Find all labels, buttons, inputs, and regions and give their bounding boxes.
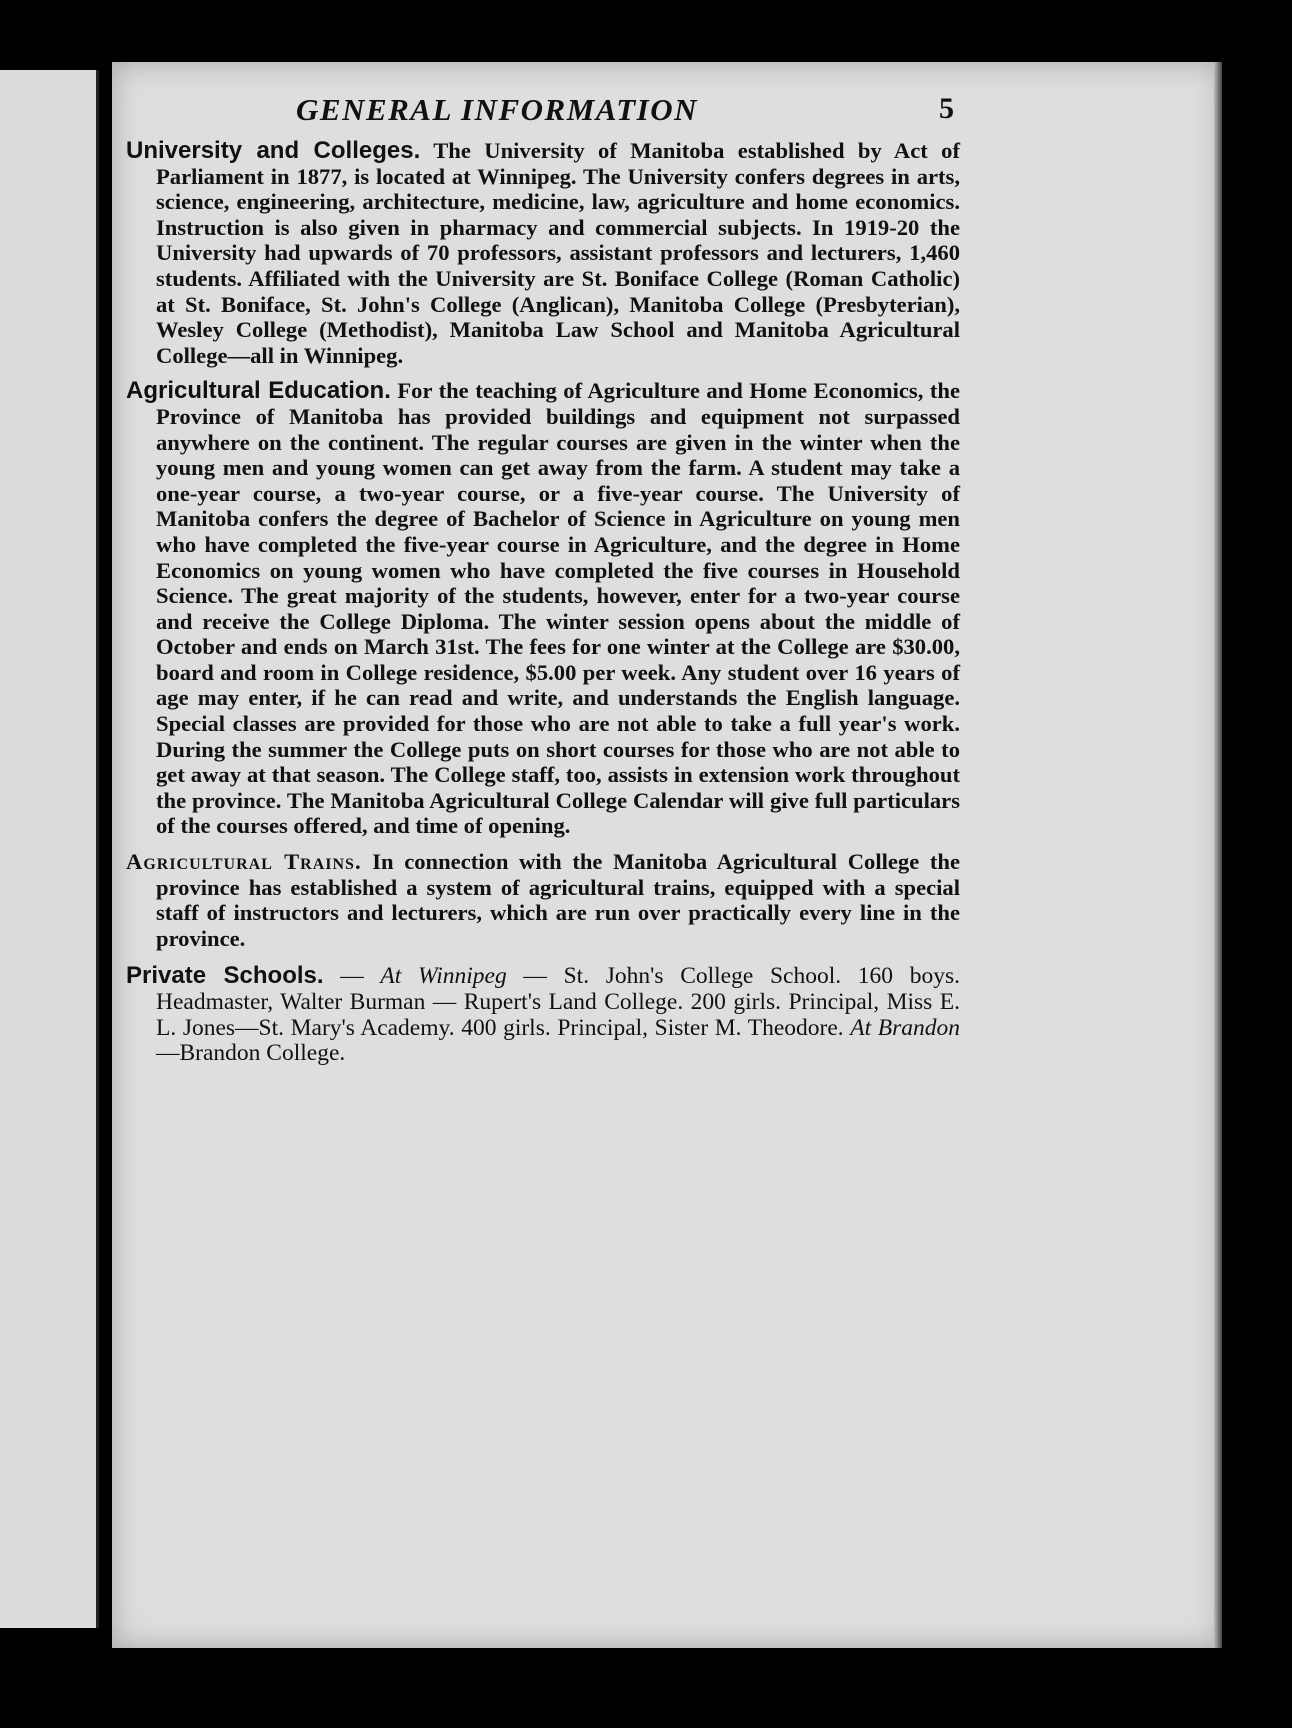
location-label: At Winnipeg: [380, 963, 507, 990]
running-title: GENERAL INFORMATION: [296, 92, 699, 127]
section-private-schools: [126, 963, 960, 1066]
section-agricultural-education: [126, 378, 960, 839]
section-heading: University and Colleges.: [126, 137, 421, 164]
section-body: The University of Manitoba established by Act of Parliament in 1877, is located at Winnipeg. The University confers degrees in arts, science, engineering, architecture, medicine, law, agriculture and home economics. Instruction is also given in pharmacy and commercial subjects. In 1919-20 the University had upwards of 70 professors, assistant professors and lecturers, 1,460 students. Affiliated with the University are St. Boniface College (Roman Catholic) at St. Boniface, St. John's College (Anglican), Manitoba College (Presbyterian), Wesley College (Methodist), Manitoba Law School and Manitoba Agricultural College—all in Winnipeg.: [156, 138, 960, 368]
section-heading: Agricultural Trains.: [126, 849, 362, 875]
facing-page-edge: [0, 70, 99, 1628]
section-heading: Private Schools.: [126, 962, 324, 990]
section-body: Brandon College.: [179, 1040, 346, 1067]
running-head: [126, 92, 960, 132]
location-label: At Brandon: [850, 1014, 960, 1041]
section-body: St. John's College School. 160 boys. Headmaster, Walter Burman — Rupert's Land College. 200 girls. Principal, Miss E. L. Jones—St. Mary's Academy. 400 girls. Principal, Sister M. Theodore.: [156, 963, 960, 1041]
section-agricultural-trains: [126, 849, 960, 951]
section-body: For the teaching of Agriculture and Home Economics, the Province of Manitoba has provided buildings and equipment not surpassed anywhere on the continent. The regular courses are given in the winter when the young men and young women can get away from the farm. A student may take a one-year course, a two-year course, or a five-year course. The University of Manitoba confers the degree of Bachelor of Science in Agriculture on young men who have completed the five-year course in Agriculture, and the degree in Home Economics on young women who have completed the five courses in Household Science. The great majority of the students, however, enter for a two-year course and receive the College Diploma. The winter session opens about the middle of October and ends on March 31st. The fees for one winter at the College are $30.00, board and room in College residence, $5.00 per week. Any student over 16 years of age may enter, if he can read and write, and understands the English language. Special classes are provided for those who are not able to take a full year's work. During the summer the College puts on short courses for those who are not able to get away at that season. The College staff, too, assists in extension work throughout the province. The Manitoba Agricultural College Calendar will give full particulars of the courses offered, and time of opening.: [156, 378, 960, 839]
dash: —: [156, 1040, 180, 1067]
dash: —: [323, 963, 381, 990]
page-number: 5: [939, 92, 954, 125]
section-body: In connection with the Manitoba Agricultural College the province has established a system of agricultural trains, equipped with a special staff of instructors and lecturers, which are run over practically every line in the province.: [156, 849, 960, 951]
page-text: [126, 92, 960, 1067]
section-universities: [126, 138, 960, 368]
dash: —: [506, 963, 564, 990]
section-heading: Agricultural Education.: [126, 377, 391, 405]
